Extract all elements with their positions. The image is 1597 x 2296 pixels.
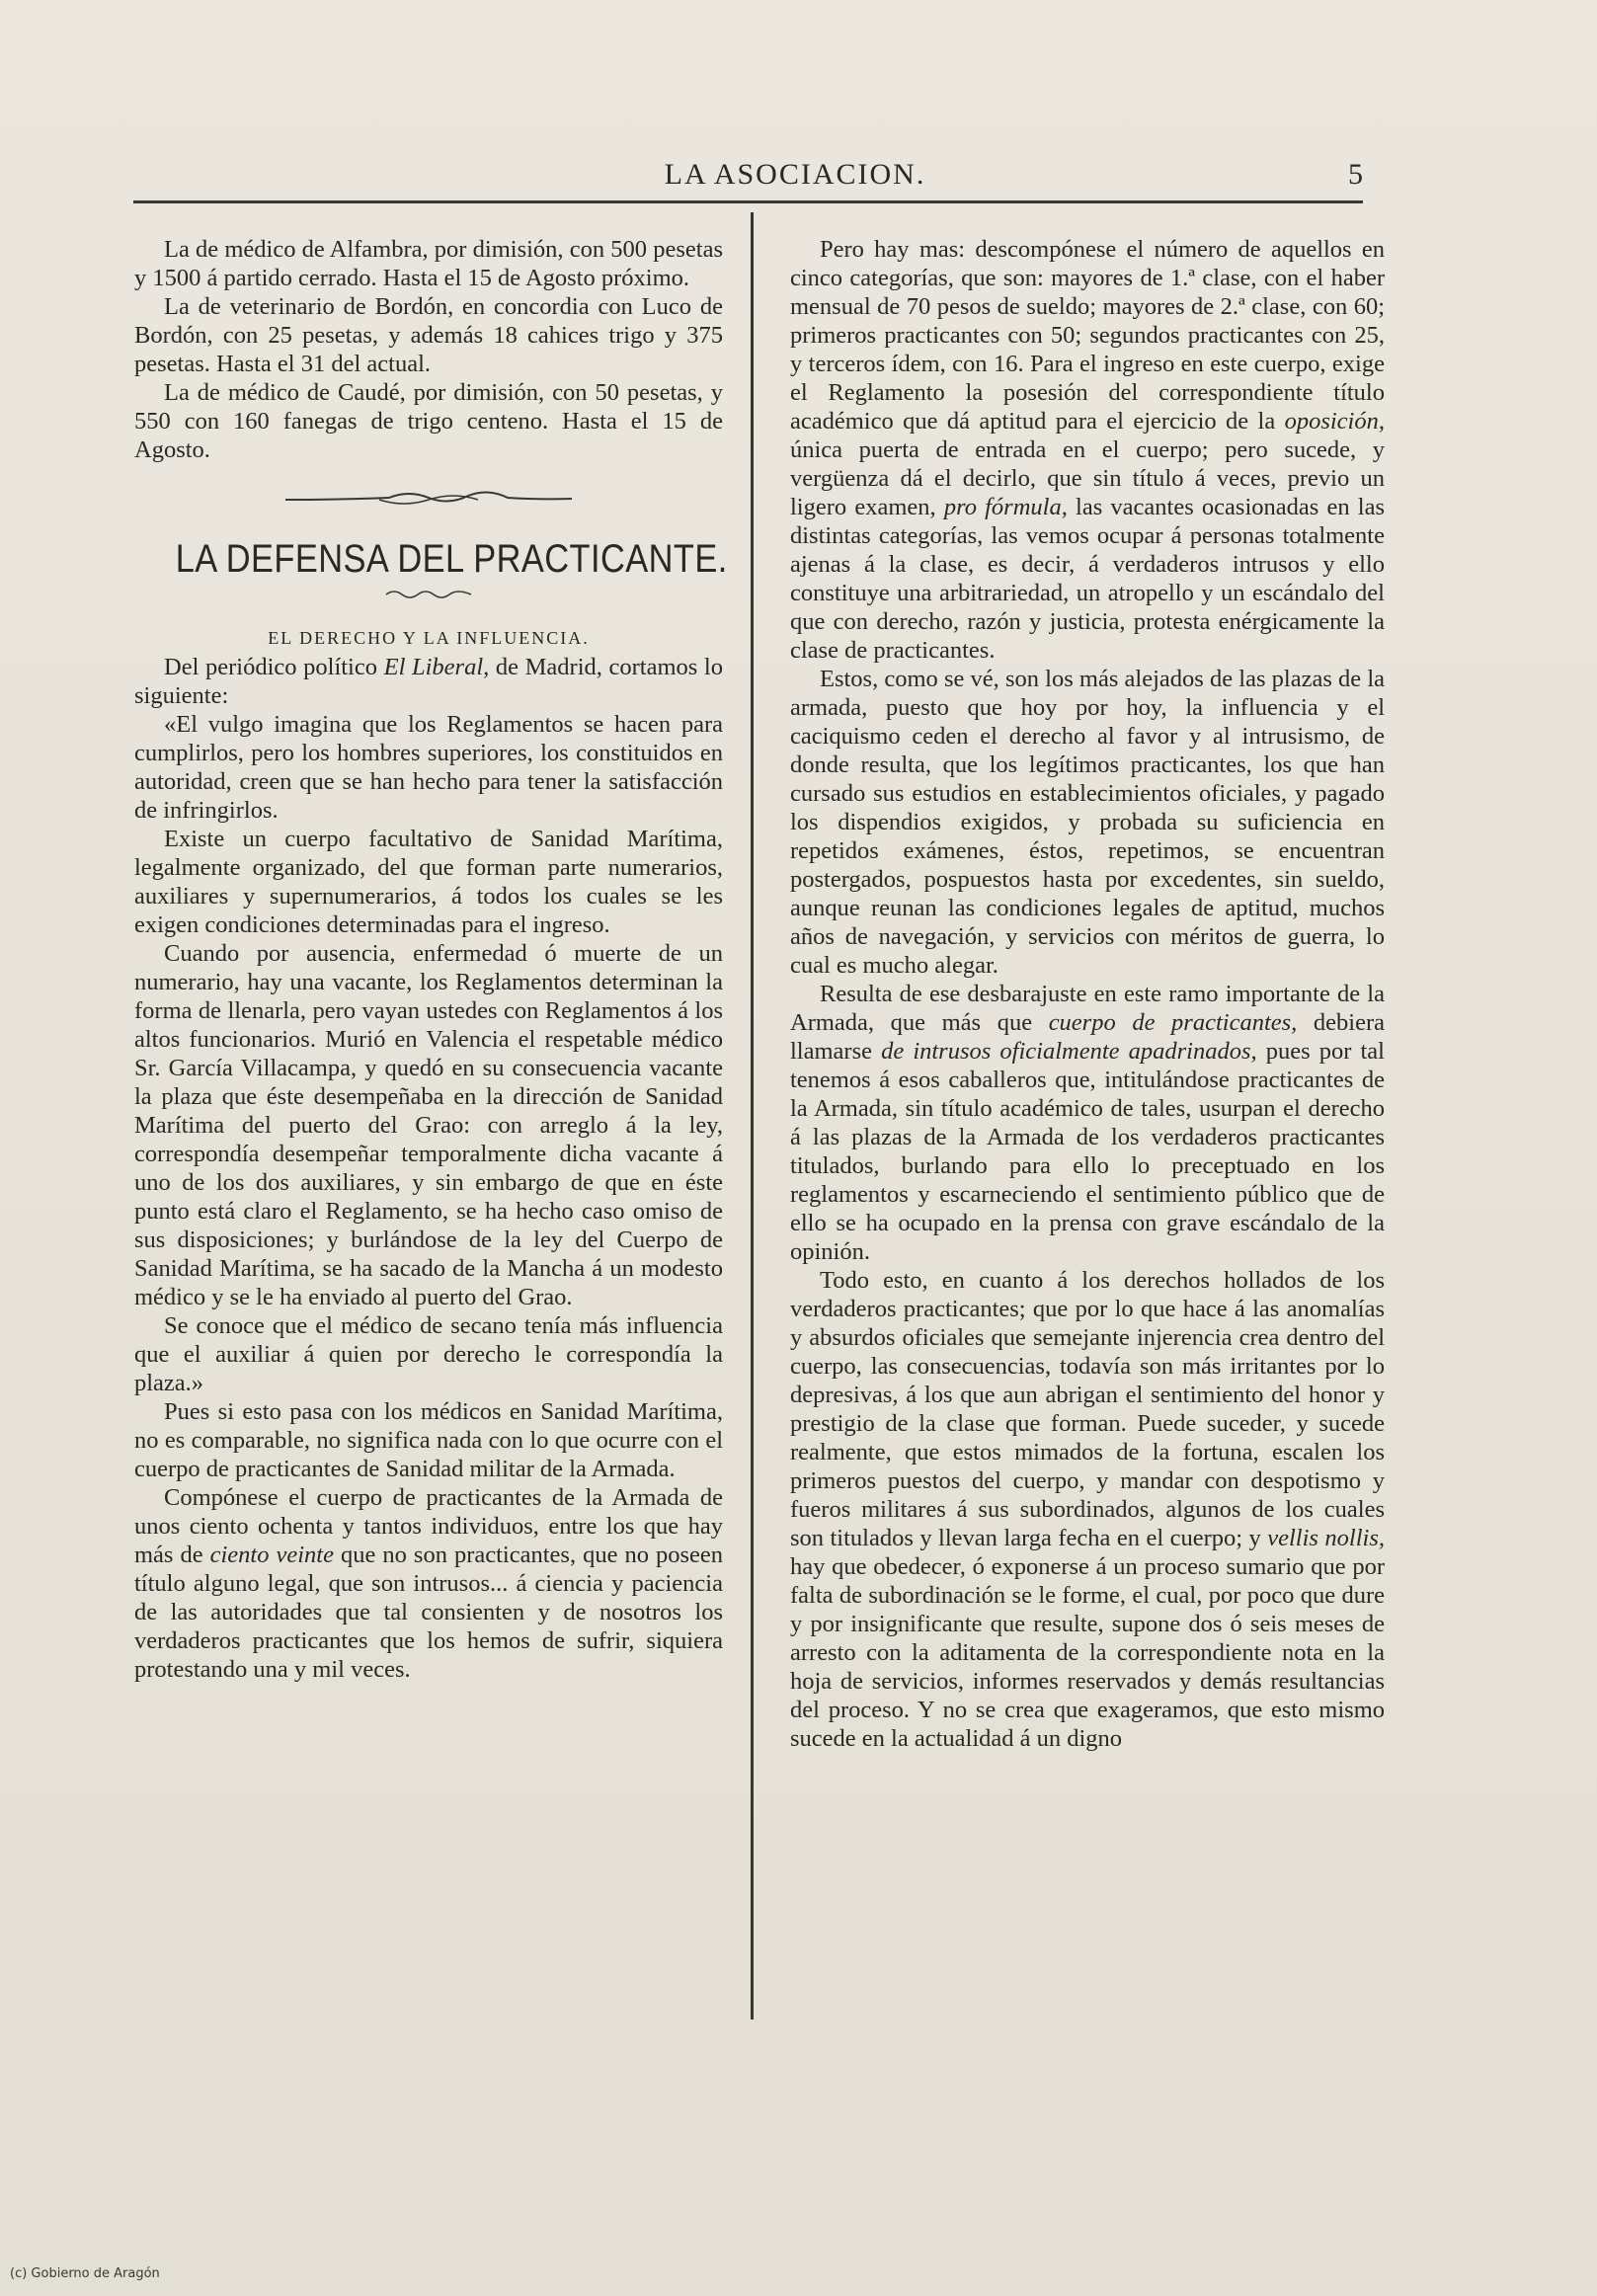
notice-alfambra: La de médico de Alfambra, por dimisión, con 500 pesetas y 1500 á partido cerrado. Hasta el 15 de Agosto próximo. <box>134 236 723 291</box>
p1-text-a: Pero hay mas: descompónese el número de aquellos en cinco categorías, que son: mayores de 1.ª clase, con el haber mensual de 70 pesos de sueldo; mayores de 2.ª clase, con 60; primeros practicantes con 50; segundos practicantes con 25, y terceros ídem, con 16. Para el ingreso en este cuerpo, exige el Reglamento la posesión del correspondiente título académico que dá aptitud para el ejercicio de la <box>790 236 1385 435</box>
body-paragraph <box>790 980 1385 1266</box>
p3-emphasis-1: cuerpo de practicantes, <box>1048 1009 1298 1036</box>
last-emphasis: ciento veinte <box>209 1542 334 1568</box>
p3-text-b: debiera llamarse <box>790 1009 1385 1065</box>
header-title: LA ASOCIACION. <box>664 158 926 191</box>
column-divider <box>751 212 754 2019</box>
p1-emphasis-1: oposición, <box>1284 408 1385 435</box>
last-text-a: Compónese el cuerpo de practicantes de la Armada de unos ciento ochenta y tantos individuos, entre los que hay más de <box>134 1484 723 1568</box>
p1-emphasis-2: pro fórmula, <box>943 494 1068 520</box>
body-paragraph: Estos, como se vé, son los más alejados de las plazas de la armada, puesto que hoy por hoy, la influencia y el caciquismo ceden el derecho al favor y al intrusismo, de donde resulta, que los legítimos practicantes, los que han cursado sus estudios en establecimientos oficiales, y pagado los dispendios exigidos, y probada su suficiencia en repetidos exámenes, éstos, repetimos, se encuentran postergados, pospuestos hasta por excedentes, sin sueldo, aunque reunan las condiciones legales de aptitud, muchos años de navegación, y servicios con méritos de guerra, lo cual es mucho alegar. <box>790 666 1385 979</box>
page-header <box>133 158 1363 198</box>
intro-text-a: Del periódico político <box>164 654 384 680</box>
body-paragraph: Pues si esto pasa con los médicos en Sanidad Marítima, no es comparable, no significa nada con lo que ocurre con el cuerpo de practicantes de Sanidad militar de la Armada. <box>134 1398 723 1482</box>
last-text-b: que no son practicantes, que no poseen título alguno legal, que son intrusos... á ciencia y paciencia de las autoridades que tal consienten y de nosotros los verdaderos practicantes que los hemos de sufrir, siquiera protestando una y mil veces. <box>134 1542 724 1683</box>
p4-emphasis: vellis nollis, <box>1267 1525 1385 1551</box>
p3-emphasis-2: de intrusos oficialmente apadrinados, <box>881 1038 1257 1065</box>
p1-text-b: única puerta de entrada en el cuerpo; pero sucede, y vergüenza dá el decirlo, que sin título á veces, previo un ligero examen, <box>790 436 1385 520</box>
notice-caude: La de médico de Caudé, por dimisión, con 50 pesetas, y 550 con 160 fanegas de trigo centeno. Hasta el 15 de Agosto. <box>134 379 723 463</box>
intro-newspaper-name: El Liberal, <box>383 654 490 680</box>
section-title: LA DEFENSA DEL PRACTICANTE. <box>175 537 728 581</box>
p4-text-a: Todo esto, en cuanto á los derechos hollados de los verdaderos practicantes; que por lo que hace á las anomalías y absurdos oficiales que semejante injerencia crea dentro del cuerpo, las consecuencias, todavía son más irritantes por lo depresivas, á los que aun abrigan el sentimiento del honor y prestigio de la clase que forman. Puede suceder, y sucede realmente, que estos mimados de la fortuna, escalen los primeros puestos del cuerpo, y mandar con despotismo y fueros militares á sus subordinados, algunos de los cuales son titulados y llevan larga fecha en el cuerpo; y <box>790 1267 1385 1551</box>
right-column <box>790 235 1385 1753</box>
intro-paragraph <box>134 653 723 710</box>
p3-text-a: Resulta de ese desbarajuste en este ramo importante de la Armada, que más que <box>790 981 1385 1036</box>
intro-text-b: de Madrid, cortamos lo siguiente: <box>134 654 723 709</box>
body-paragraph: Existe un cuerpo facultativo de Sanidad Marítima, legalmente organizado, del que forman parte numerarios, auxiliares y supernumerarios, á todos los cuales se les exigen condiciones determinadas para el ingreso. <box>134 826 723 938</box>
header-rule <box>133 200 1363 203</box>
p3-text-c: pues por tal tenemos á esos caballeros que, intitulándose practicantes de la Armada, sin título académico de tales, usurpan el derecho á las plazas de la Armada de los verdaderos practicantes titulados, burlando para ello lo preceptuado en los reglamentos y escarneciendo el sentimiento público que de ello se ha ocupado en la prensa con grave escándalo de la opinión. <box>790 1038 1385 1265</box>
body-paragraph <box>790 1266 1385 1753</box>
p1-text-c: las vacantes ocasionadas en las distintas categorías, las vemos ocupar á personas totalmente ajenas á la clase, es decir, á verdaderos intrusos y ello constituye una arbitrariedad, un atropello y un escándalo del que con derecho, razón y justicia, protesta enérgicamente la clase de practicantes. <box>790 494 1385 664</box>
body-paragraph: «El vulgo imagina que los Reglamentos se hacen para cumplirlos, pero los hombres superiores, los constituidos en autoridad, creen que se han hecho para tener la satisfacción de infringirlos. <box>134 711 723 824</box>
body-paragraph <box>134 1483 723 1684</box>
body-paragraph <box>790 235 1385 665</box>
decorative-tilde-icon <box>384 587 473 600</box>
page-number: 5 <box>1348 158 1363 191</box>
p4-text-b: hay que obedecer, ó exponerse á un proceso sumario que por falta de subordinación se le forme, el cual, por poco que dure y por insignificante que resulte, supone dos ó seis meses de arresto con la aditamenta de la correspondiente nota en la hoja de servicios, informes reservados y demás resultancias del proceso. Y no se crea que exageramos, que esto mismo sucede en la actualidad á un digno <box>790 1553 1385 1752</box>
notice-bordon: La de veterinario de Bordón, en concordia con Luco de Bordón, con 25 pesetas, y además 18 cahices trigo y 375 pesetas. Hasta el 31 del actual. <box>134 293 723 377</box>
body-paragraph: Se conoce que el médico de secano tenía más influencia que el auxiliar á quien por derecho le correspondía la plaza.» <box>134 1312 723 1396</box>
body-paragraph: Cuando por ausencia, enfermedad ó muerte de un numerario, hay una vacante, los Reglamentos determinan la forma de llenarla, pero vayan ustedes con Reglamentos á los altos funcionarios. Murió en Valencia el respetable médico Sr. García Villacampa, y quedó en su consecuencia vacante la plaza que éste desempeñaba en la dirección de Sanidad Marítima del puerto del Grao: con arreglo á la ley, correspondía desempeñar temporalmente dicha vacante á uno de los dos auxiliares, y sin embargo de que en éste punto está claro el Reglamento, se ha hecho caso omiso de sus disposiciones; y burlándose de la ley del Cuerpo de Sanidad Marítima, se ha sacado de la Mancha á un modesto médico y se le ha enviado al puerto del Grao. <box>134 940 723 1310</box>
section-subheading: EL DERECHO Y LA INFLUENCIA. <box>268 628 590 648</box>
copyright-watermark: (c) Gobierno de Aragón <box>10 2266 160 2281</box>
decorative-ornament-icon <box>280 486 577 508</box>
left-column <box>134 235 728 1684</box>
